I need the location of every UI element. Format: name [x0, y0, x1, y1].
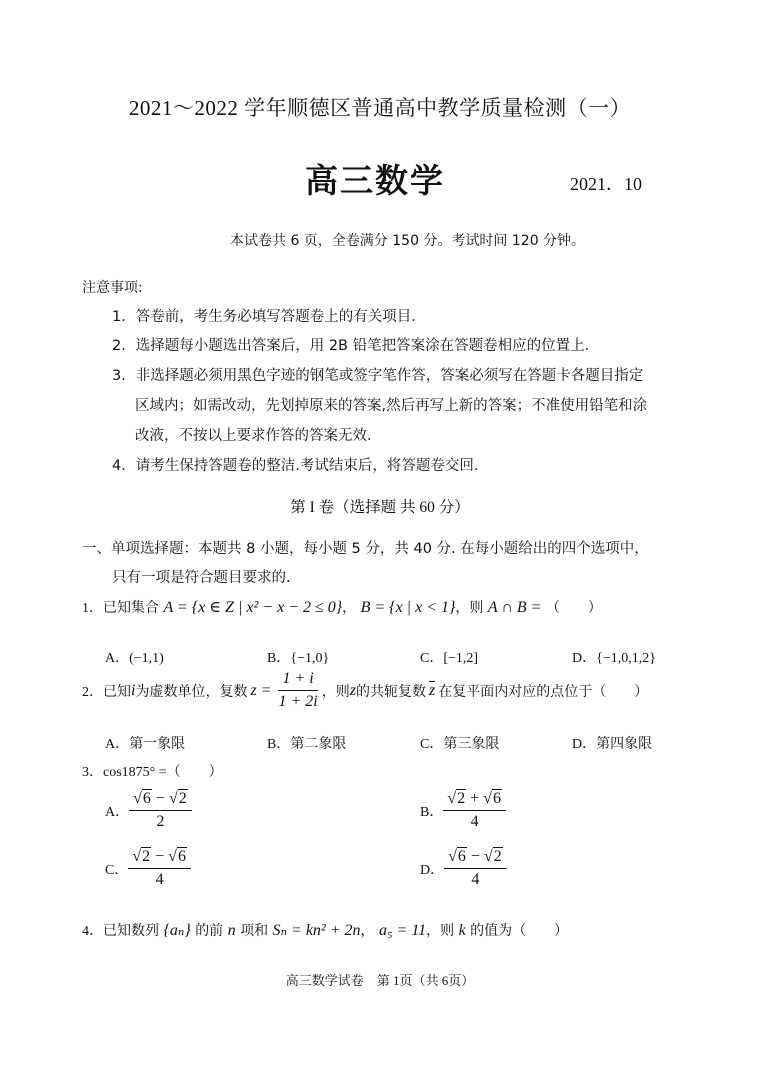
notice-item: 1．答卷前，考生务必填写答题卷上的有关项目． — [112, 309, 426, 325]
q3-option-c — [105, 848, 191, 890]
notice-heading: 注意事项: — [82, 280, 143, 296]
q4-text-4: 的值为（ ） — [470, 924, 569, 939]
radicand: 2 — [493, 848, 502, 865]
q2-option-c: C．第三象限 — [420, 737, 500, 752]
q3-a-fraction: $\frac{√6 - √2}{2}$ — [129, 790, 192, 832]
notice-item: 改液，不按以上要求作答的答案无效． — [135, 428, 382, 444]
page-footer: 高三数学试卷 第 1页（共 6页） — [285, 973, 475, 988]
operator: − — [155, 848, 165, 865]
q1-ask: ，则 — [455, 600, 484, 616]
q4-sequence: {aₙ} — [163, 922, 191, 939]
q2-zbar: $\overline{z}$ — [428, 681, 436, 699]
exam-intro: 本试卷共 6 页，全卷满分 150 分。考试时间 120 分钟。 — [230, 233, 586, 249]
section-title: 第 I 卷（选择题 共 60 分） — [290, 499, 470, 516]
denominator: 2 — [156, 813, 165, 831]
q1-expr: A ∩ B = — [487, 599, 542, 616]
q4-k: k — [458, 922, 466, 939]
q2-fraction — [274, 670, 321, 712]
q4-sn: Sₙ = kn² + 2n — [272, 922, 361, 939]
q3-option-b — [420, 790, 506, 832]
q2-option-b: B．第二象限 — [267, 737, 347, 752]
notice-item: 4．请考生保持答题卷的整洁.考试结束后，将答题卷交回. — [112, 458, 479, 474]
q1-option-d: D．{−1,0,1,2} — [572, 651, 656, 666]
q3-option-a — [105, 790, 192, 832]
radicand: 2 — [178, 790, 187, 807]
q3-d-fraction: $\frac{√6 - √2}{4}$ — [444, 848, 507, 890]
denominator: 4 — [471, 871, 480, 889]
q4-text-3: ，则 — [426, 924, 455, 939]
q4-stem: 4．已知数列 — [82, 924, 159, 939]
question-3: 3．cos1875° =（ ） — [82, 765, 223, 780]
q2-option-a: A．第一象限 — [105, 737, 186, 752]
denominator: 4 — [155, 871, 164, 889]
q1-option-c: C．[−1,2] — [420, 651, 479, 666]
q4-text-2: 项和 — [240, 924, 269, 939]
q3-option-d — [420, 848, 507, 890]
q1-set-b: B = {x | x < 1} — [360, 599, 456, 616]
q4-text: 的前 — [195, 924, 224, 939]
q3-option-label: A． — [105, 804, 130, 820]
notice-item: 3．非选择题必须用黑色字迹的钢笔或签字笔作答，答案必须写在答题卡各题目指定 — [112, 368, 644, 384]
radicand: 6 — [492, 790, 501, 807]
q4-sep: ， — [360, 923, 375, 939]
q4-a5: a₅ = 11 — [378, 922, 427, 939]
radicand: 2 — [142, 848, 151, 865]
operator: − — [155, 790, 165, 807]
radicand: 6 — [457, 848, 466, 865]
q2-z: z — [349, 681, 356, 699]
q1-sep: ， — [342, 600, 357, 616]
exam-date: 2021．10 — [570, 174, 642, 194]
radicand: 2 — [457, 790, 466, 807]
q2-text-4: 在复平面内对应的点位于（ ） — [438, 684, 649, 700]
q1-option-b: B．{−1,0} — [267, 651, 330, 666]
q2-stem: 2．已知 — [82, 684, 131, 700]
section-instruction-2: 只有一项是符合题目要求的. — [112, 570, 291, 586]
notice-item: 2．选择题每小题选出答案后，用 2B 铅笔把答案涂在答题卷相应的位置上． — [112, 338, 600, 354]
operator: − — [470, 848, 480, 865]
q1-set-a: A = {x ∈ Z | x² − x − 2 ≤ 0} — [163, 599, 343, 616]
q2-text-2: ，则 — [321, 684, 350, 700]
question-1 — [82, 597, 602, 617]
q2-zeq: z = — [250, 681, 272, 699]
radicand: 6 — [177, 848, 186, 865]
operator: + — [470, 790, 480, 807]
q1-stem: 1．已知集合 — [82, 601, 159, 616]
q4-n: n — [227, 922, 236, 939]
q2-frac-denominator: 1 + 2i — [278, 693, 318, 711]
q3-b-fraction: $\frac{√2 + √6}{4}$ — [443, 790, 506, 832]
q2-i: i — [131, 681, 136, 699]
q3-c-fraction: $\frac{√2 - √6}{4}$ — [128, 848, 191, 890]
q2-option-d: D．第四象限 — [572, 737, 653, 752]
question-4 — [82, 920, 568, 940]
exam-title: 2021～2022 学年顺德区普通高中教学质量检测（一） — [128, 96, 632, 120]
q3-option-label: C． — [105, 862, 129, 878]
denominator: 4 — [470, 813, 479, 831]
subject-title: 高三数学 — [305, 161, 445, 200]
q3-option-label: B． — [420, 804, 444, 820]
q2-text-3: 的共轭复数 — [355, 684, 426, 700]
section-instruction: 一、单项选择题：本题共 8 小题，每小题 5 分，共 40 分. 在每小题给出的四个选项中， — [82, 541, 649, 557]
q1-paren: （ ） — [545, 600, 602, 616]
q2-frac-numerator: 1 + i — [278, 670, 317, 691]
question-2 — [82, 670, 648, 712]
q3-option-label: D． — [420, 862, 445, 878]
notice-item: 区域内；如需改动，先划掉原来的答案,然后再写上新的答案；不准使用铅笔和涂 — [135, 398, 648, 414]
radicand: 6 — [142, 790, 151, 807]
q2-text: 为虚数单位，复数 — [135, 684, 248, 700]
q1-option-a: A．(−1,1) — [105, 651, 164, 666]
